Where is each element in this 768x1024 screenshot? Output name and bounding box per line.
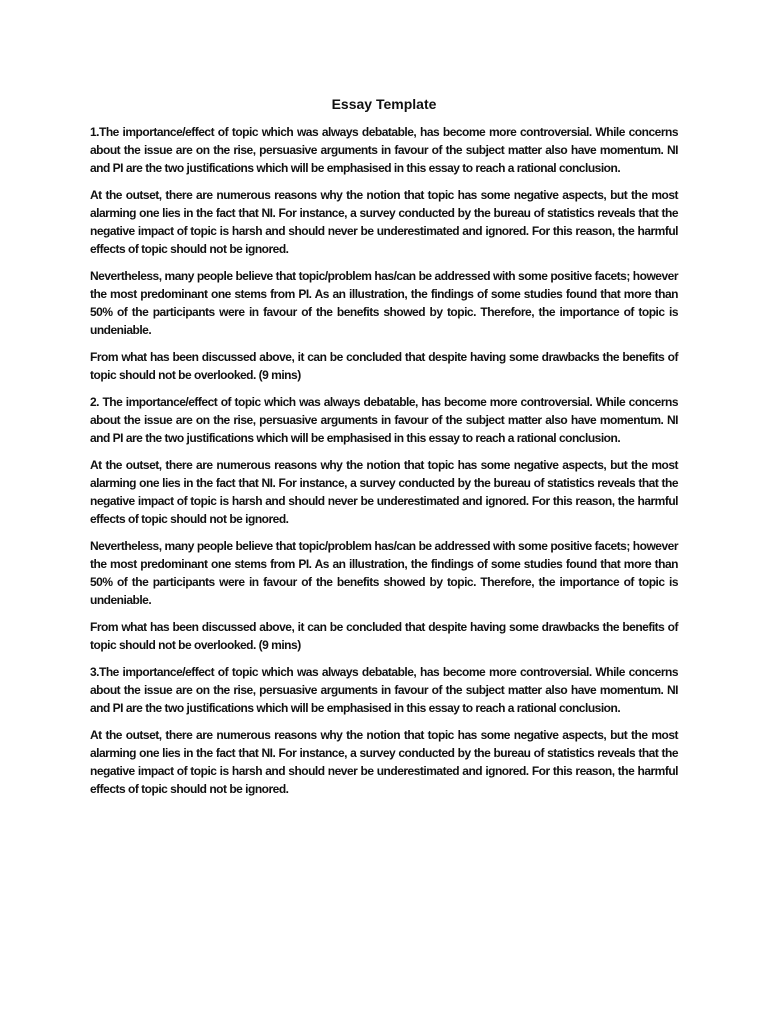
paragraph-essay-1-intro: 1.The importance/effect of topic which was always debatable, has become more controversial. While concerns about the issue are on the rise, persuasive arguments in favour of the subject matter also have momentum. NI and PI are the two justifications which will be emphasised in this essay to reach a rational conclusion. bbox=[90, 125, 678, 175]
document-body bbox=[90, 96, 678, 807]
paragraph-essay-2-intro: 2. The importance/effect of topic which was always debatable, has become more controversial. While concerns about the issue are on the rise, persuasive arguments in favour of the subject matter also have momentum. NI and PI are the two justifications which will be emphasised in this essay to reach a rational conclusion. bbox=[90, 395, 678, 445]
paragraph-essay-3-intro: 3.The importance/effect of topic which was always debatable, has become more controversial. While concerns about the issue are on the rise, persuasive arguments in favour of the subject matter also have momentum. NI and PI are the two justifications which will be emphasised in this essay to reach a rational conclusion. bbox=[90, 665, 678, 715]
paragraph-essay-2-body-positive: Nevertheless, many people believe that topic/problem has/can be addressed with some positive facets; however the most predominant one stems from PI. As an illustration, the findings of some studies found that more than 50% of the participants were in favour of the benefits showed by topic. Therefore, the importance of topic is undeniable. bbox=[90, 539, 678, 607]
paragraph-essay-1-body-negative: At the outset, there are numerous reasons why the notion that topic has some negative aspects, but the most alarming one lies in the fact that NI. For instance, a survey conducted by the bureau of statistics reveals that the negative impact of topic is harsh and should never be underestimated and ignored. For this reason, the harmful effects of topic should not be ignored. bbox=[90, 188, 678, 256]
paragraph-essay-1-body-positive: Nevertheless, many people believe that topic/problem has/can be addressed with some positive facets; however the most predominant one stems from PI. As an illustration, the findings of some studies found that more than 50% of the participants were in favour of the benefits showed by topic. Therefore, the importance of topic is undeniable. bbox=[90, 269, 678, 337]
paragraph-essay-1-conclusion: From what has been discussed above, it can be concluded that despite having some drawbacks the benefits of topic should not be overlooked. (9 mins) bbox=[90, 350, 678, 382]
document-title: Essay Template bbox=[331, 96, 437, 112]
paragraph-essay-2-body-negative: At the outset, there are numerous reasons why the notion that topic has some negative aspects, but the most alarming one lies in the fact that NI. For instance, a survey conducted by the bureau of statistics reveals that the negative impact of topic is harsh and should never be underestimated and ignored. For this reason, the harmful effects of topic should not be ignored. bbox=[90, 458, 678, 526]
paragraph-essay-3-body-negative: At the outset, there are numerous reasons why the notion that topic has some negative aspects, but the most alarming one lies in the fact that NI. For instance, a survey conducted by the bureau of statistics reveals that the negative impact of topic is harsh and should never be underestimated and ignored. For this reason, the harmful effects of topic should not be ignored. bbox=[90, 728, 678, 796]
paragraph-essay-2-conclusion: From what has been discussed above, it can be concluded that despite having some drawbacks the benefits of topic should not be overlooked. (9 mins) bbox=[90, 620, 678, 652]
